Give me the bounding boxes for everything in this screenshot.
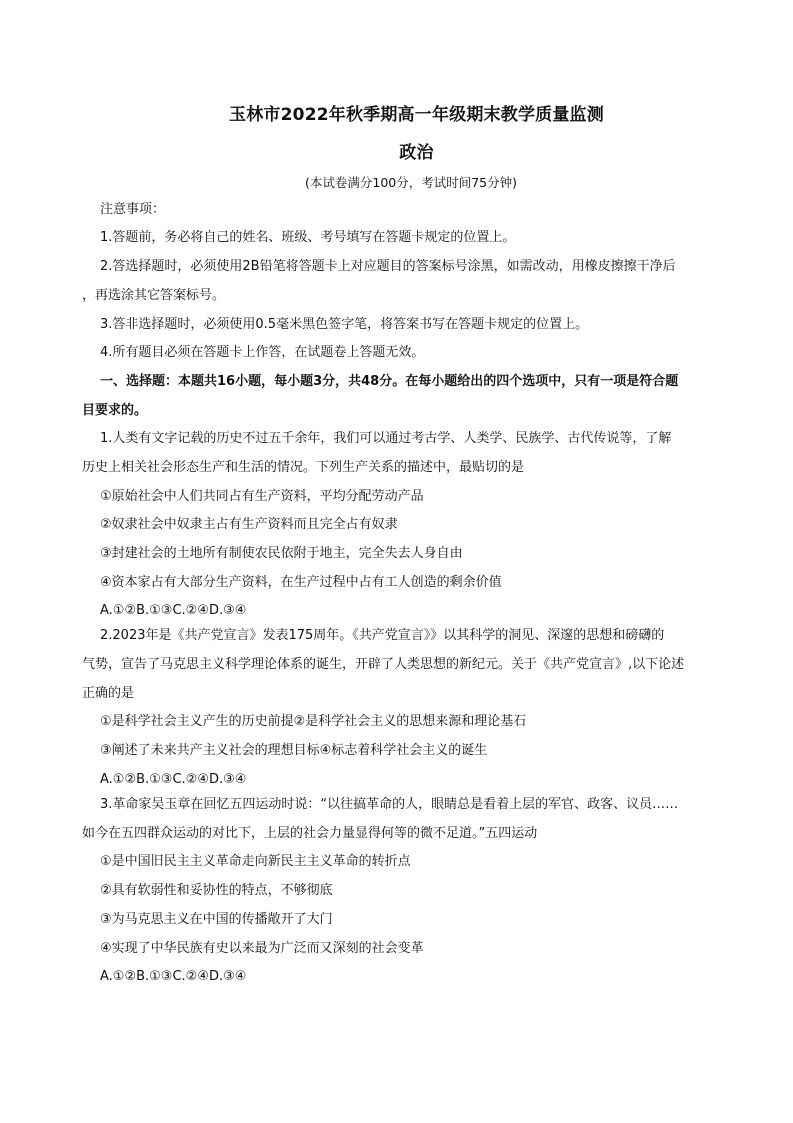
question-stem: 正确的是: [82, 686, 135, 701]
question-option: ③为马克思主义在中国的传播敞开了大门: [100, 912, 333, 927]
question-stem: 气势，宣告了马克思主义科学理论体系的诞生，开辟了人类思想的新纪元。关于《共产党宣言》,以下论述: [82, 657, 685, 672]
question-option: ③封建社会的土地所有制使农民依附于地主，完全失去人身自由: [100, 546, 463, 561]
question-option: ①是科学社会主义产生的历史前提②是科学社会主义的思想来源和理论基石: [100, 714, 527, 729]
question-stem: 3.革命家吴玉章在回忆五四运动时说：“以往搞革命的人，眼睛总是看着上层的军官、政客、议员……: [100, 797, 679, 812]
exam-info: (本试卷满分100分，考试时间75分钟): [304, 175, 518, 190]
notice-item: 2.答选择题时，必须使用2B铅笔将答题卡上对应题目的答案标号涂黑，如需改动，用橡皮擦擦干净后: [100, 259, 676, 274]
notice-item: 1.答题前，务必将自己的姓名、班级、考号填写在答题卡规定的位置上。: [100, 230, 516, 245]
question-stem: 如今在五四群众运动的对比下，上层的社会力量显得何等的微不足道。”五四运动: [82, 826, 538, 841]
question-option: ②奴隶社会中奴隶主占有生产资料而且完全占有奴隶: [100, 517, 398, 532]
question-option: ④资本家占有大部分生产资料，在生产过程中占有工人创造的剩余价值: [100, 575, 502, 590]
notice-item: 4.所有题目必须在答题卡上作答，在试题卷上答题无效。: [100, 345, 425, 360]
question-option: ①是中国旧民主主义革命走向新民主主义革命的转折点: [100, 854, 411, 869]
question-stem: 1.人类有文字记载的历史不过五千余年，我们可以通过考古学、人类学、民族学、古代传说等，了解: [100, 431, 672, 446]
question-option: ④实现了中华民族有史以来最为广泛而又深刻的社会变革: [100, 941, 424, 956]
notice-item: ，再选涂其它答案标号。: [82, 288, 226, 303]
section-heading-cont: 目要求的。: [82, 403, 148, 418]
section-heading: 一、选择题：本题共16小题，每小题3分，共48分。在每小题给出的四个选项中，只有一项是符合题: [100, 374, 679, 389]
notice-heading: 注意事项：: [100, 202, 166, 217]
exam-title: 玉林市2022年秋季期高一年级期末教学质量监测: [229, 105, 604, 125]
notice-item: 3.答非选择题时，必须使用0.5毫米黑色签字笔，将答案书写在答题卡规定的位置上。: [100, 317, 589, 332]
question-stem: 历史上相关社会形态生产和生活的情况。下列生产关系的描述中，最贴切的是: [82, 460, 525, 475]
subject-title: 政治: [399, 143, 434, 163]
question-option: ②具有软弱性和妥协性的特点，不够彻底: [100, 883, 333, 898]
question-option: ③阐述了未来共产主义社会的理想目标④标志着科学社会主义的诞生: [100, 743, 488, 758]
question-stem: 2.2023年是《共产党宣言》发表175周年。《共产党宣言》》以其科学的洞见、深邃的思想和磅礴的: [100, 628, 665, 643]
answer-choices: A.①②B.①③C.②④D.③④: [100, 969, 247, 984]
answer-choices: A.①②B.①③C.②④D.③④: [100, 603, 247, 618]
answer-choices: A.①②B.①③C.②④D.③④: [100, 772, 247, 787]
question-option: ①原始社会中人们共同占有生产资料，平均分配劳动产品: [100, 489, 424, 504]
